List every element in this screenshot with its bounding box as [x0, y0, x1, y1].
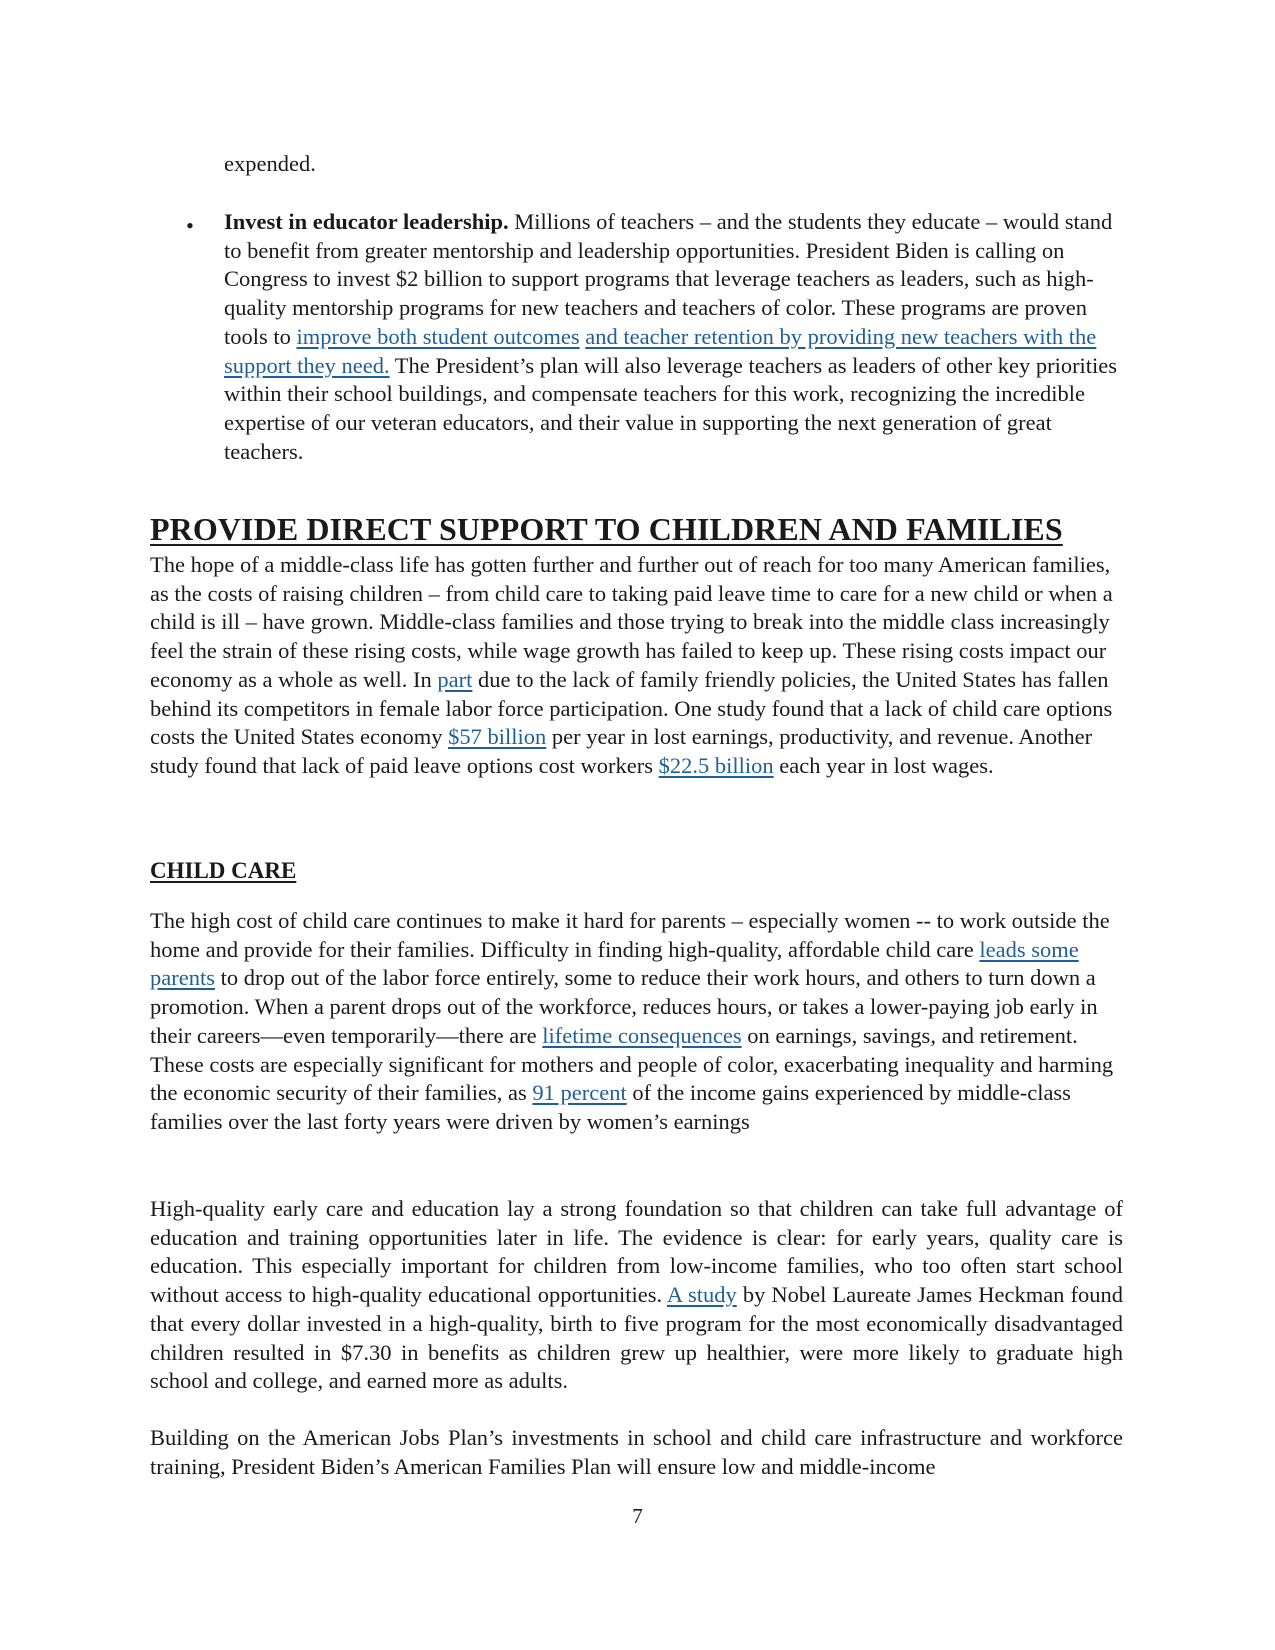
intro-text-part: each year in lost wages.: [773, 752, 994, 778]
child-care-text-part: The high cost of child care continues to make it hard for parents – especially women -- to work outside the home and provide for their families. Difficulty in finding high-quality, affordable child care: [150, 908, 1110, 962]
link-improve-student-outcomes[interactable]: improve both student outcomes: [296, 323, 580, 349]
child-care-paragraph-3: [150, 1424, 1123, 1481]
section-heading: PROVIDE DIRECT SUPPORT TO CHILDREN AND FAMILIES: [150, 511, 1063, 547]
child-care-text-part: of the income gains experienced by middle-class families over the last forty years were driven by women’s earnings: [150, 1080, 1071, 1134]
continuation-text: expended.: [224, 151, 316, 176]
page-number: 7: [632, 1504, 643, 1528]
link-leads-some-parents[interactable]: leads some parents: [150, 936, 1079, 991]
intro-text-part: The hope of a middle-class life has gotten further and further out of reach for too many American families, as the costs of raising children – from child care to taking paid leave time to care for a new child or when a child is ill – have grown. Middle-class families and those trying to break into the middle class increasingly feel the strain of these rising costs, while wage growth has failed to keep up. These rising costs impact our economy as a whole as well. In: [150, 552, 1113, 692]
link-22-5-billion[interactable]: $22.5 billion: [658, 752, 774, 778]
child-care-paragraph-2: [150, 1195, 1123, 1396]
child-care-paragraph-1: [150, 907, 1123, 1137]
link-teacher-retention[interactable]: and teacher retention by providing new teachers with the support they need.: [224, 323, 1097, 378]
bullet-text-part: The President’s plan will also leverage teachers as leaders of other key priorities within their school buildings, and compensate teachers for this work, recognizing the incredible expertise of our veteran educators, and their value in supporting the next generation of great teachers.: [224, 352, 1118, 464]
child-care-text-part: on earnings, savings, and retirement. These costs are especially significant for mothers and people of color, exacerbating inequality and harming the economic security of their families, as: [150, 1022, 1114, 1106]
child-care-text-part: High-quality early care and education lay a strong foundation so that children can take full advantage of education and training opportunities later in life. The evidence is clear: for early years, quality care is education. This especially important for children from low-income families, who too often start school without access to high-quality educational opportunities.: [150, 1196, 1123, 1308]
intro-text-part: per year in lost earnings, productivity, and revenue. Another study found that lack of paid leave options cost workers: [150, 724, 1093, 778]
bullet-text: [224, 208, 1124, 466]
bullet-heading: Invest in educator leadership.: [224, 209, 509, 234]
child-care-text-part: to drop out of the labor force entirely, some to reduce their work hours, and others to turn down a promotion. When a parent drops out of the workforce, reduces hours, or takes a lower-paying job early in their careers—even temporarily—there are: [150, 965, 1098, 1048]
intro-paragraph: [150, 551, 1123, 781]
intro-text-part: due to the lack of family friendly policies, the United States has fallen behind its competitors in female labor force participation. One study found that a lack of child care options costs the United States economy: [150, 666, 1113, 750]
child-care-text-part: by Nobel Laureate James Heckman found that every dollar invested in a high-quality, birth to five program for the most economically disadvantaged children resulted in $7.30 in benefits as children grew up healthier, were more likely to graduate high school and college, and earned more as adults.: [150, 1282, 1123, 1394]
child-care-text-part: Building on the American Jobs Plan’s investments in school and child care infrastructure and workforce training, President Biden’s American Families Plan will ensure low and middle-income: [150, 1425, 1123, 1479]
link-part[interactable]: part: [437, 666, 473, 692]
subheading-child-care: CHILD CARE: [150, 858, 297, 883]
link-a-study[interactable]: A study: [666, 1282, 737, 1308]
link-91-percent[interactable]: 91 percent: [532, 1080, 627, 1106]
bullet-text-part: Millions of teachers – and the students they educate – would stand to benefit from greater mentorship and leadership opportunities. President Biden is calling on Congress to invest $2 billion to support programs that leverage teachers as leaders, such as high-quality mentorship programs for new teachers and teachers of color. These programs are proven tools to: [224, 209, 1113, 349]
link-lifetime-consequences[interactable]: lifetime consequences: [542, 1022, 742, 1048]
bullet-marker-icon: •: [186, 213, 194, 238]
link-57-billion[interactable]: $57 billion: [448, 724, 547, 750]
